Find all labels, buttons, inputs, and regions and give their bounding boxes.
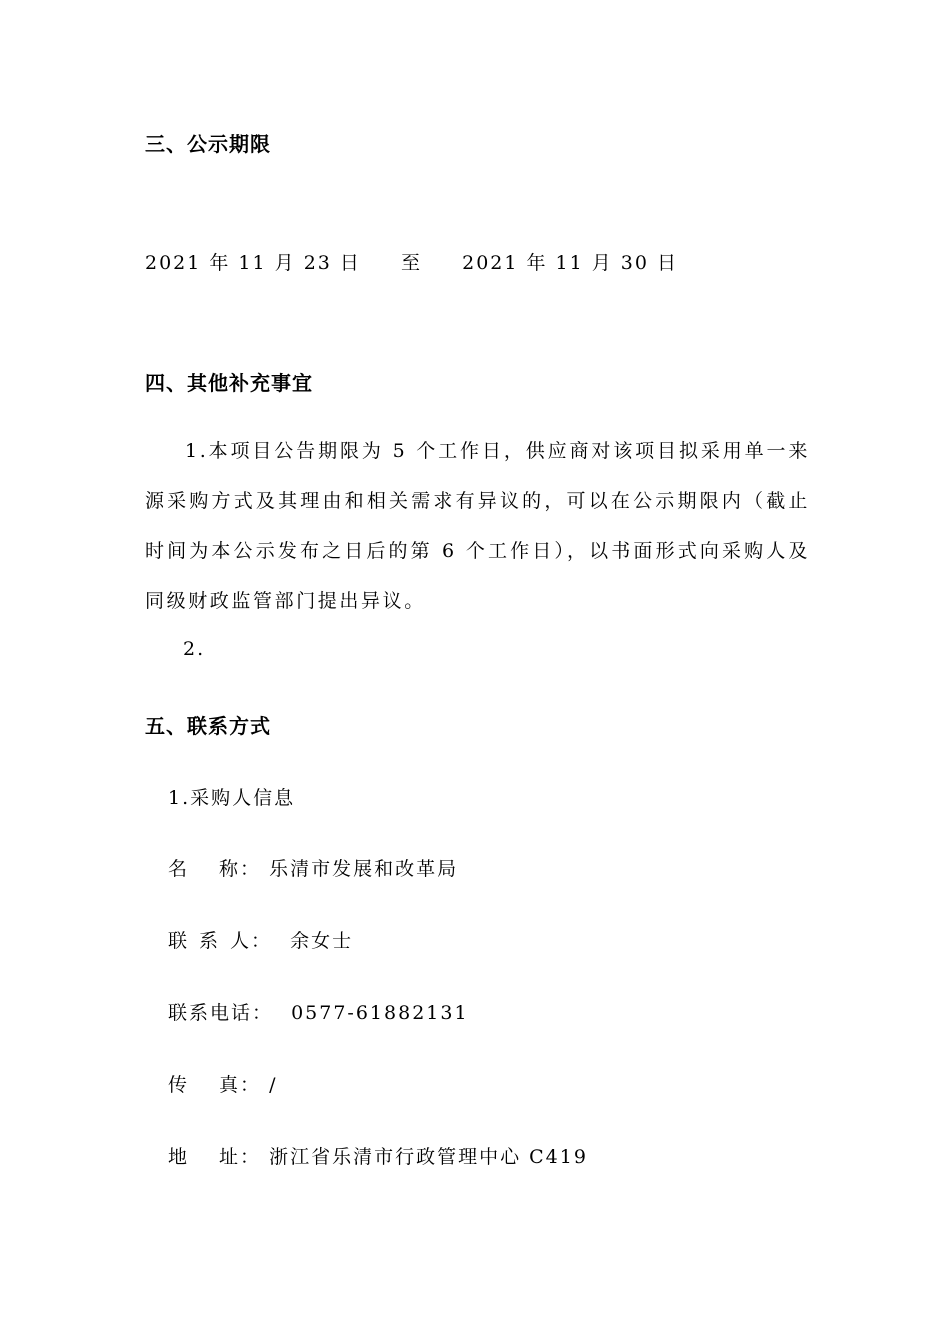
section5-heading: 五、联系方式 — [145, 714, 271, 738]
purchaser-info-subheading: 1.采购人信息 — [168, 787, 296, 809]
to-text: 至 — [401, 252, 423, 274]
fax-label-a: 传 — [168, 1074, 190, 1096]
section4-item2: 2. — [183, 638, 206, 660]
contact-label-b: 系 — [199, 930, 221, 952]
address-label-b: 址： — [219, 1146, 262, 1168]
start-date: 2021 年 11 月 23 日 — [145, 252, 361, 274]
phone-row — [168, 998, 469, 1025]
phone-value: 0577-61882131 — [291, 1002, 469, 1024]
contact-label-c: 人： — [230, 930, 273, 952]
contact-label-a: 联 — [168, 930, 190, 952]
address-value: 浙江省乐清市行政管理中心 C419 — [269, 1146, 588, 1168]
name-label-b: 称： — [219, 858, 262, 880]
purchaser-name-value: 乐清市发展和改革局 — [269, 858, 459, 880]
fax-value: / — [269, 1074, 278, 1096]
contact-person-row — [168, 926, 353, 953]
address-label-a: 地 — [168, 1146, 190, 1168]
end-date: 2021 年 11 月 30 日 — [462, 252, 679, 274]
address-row — [168, 1142, 588, 1169]
name-label-a: 名 — [168, 858, 190, 880]
phone-label: 联系电话： — [168, 1002, 274, 1024]
section4-item1: 1.本项目公告期限为 5 个工作日，供应商对该项目拟采用单一来源采购方式及其理由和相关需求有异议的，可以在公示期限内（截止时间为本公示发布之日后的第 6 个工作日），以书面形式向采购人及同级财政监管部门提出异议。 — [145, 440, 810, 612]
fax-label-b: 真： — [219, 1074, 262, 1096]
section3-heading: 三、公示期限 — [145, 132, 271, 156]
purchaser-name-row — [168, 854, 458, 881]
section4-heading: 四、其他补充事宜 — [145, 371, 313, 395]
contact-person-value: 余女士 — [290, 930, 354, 952]
publicity-period — [145, 248, 678, 275]
fax-row — [168, 1070, 277, 1097]
